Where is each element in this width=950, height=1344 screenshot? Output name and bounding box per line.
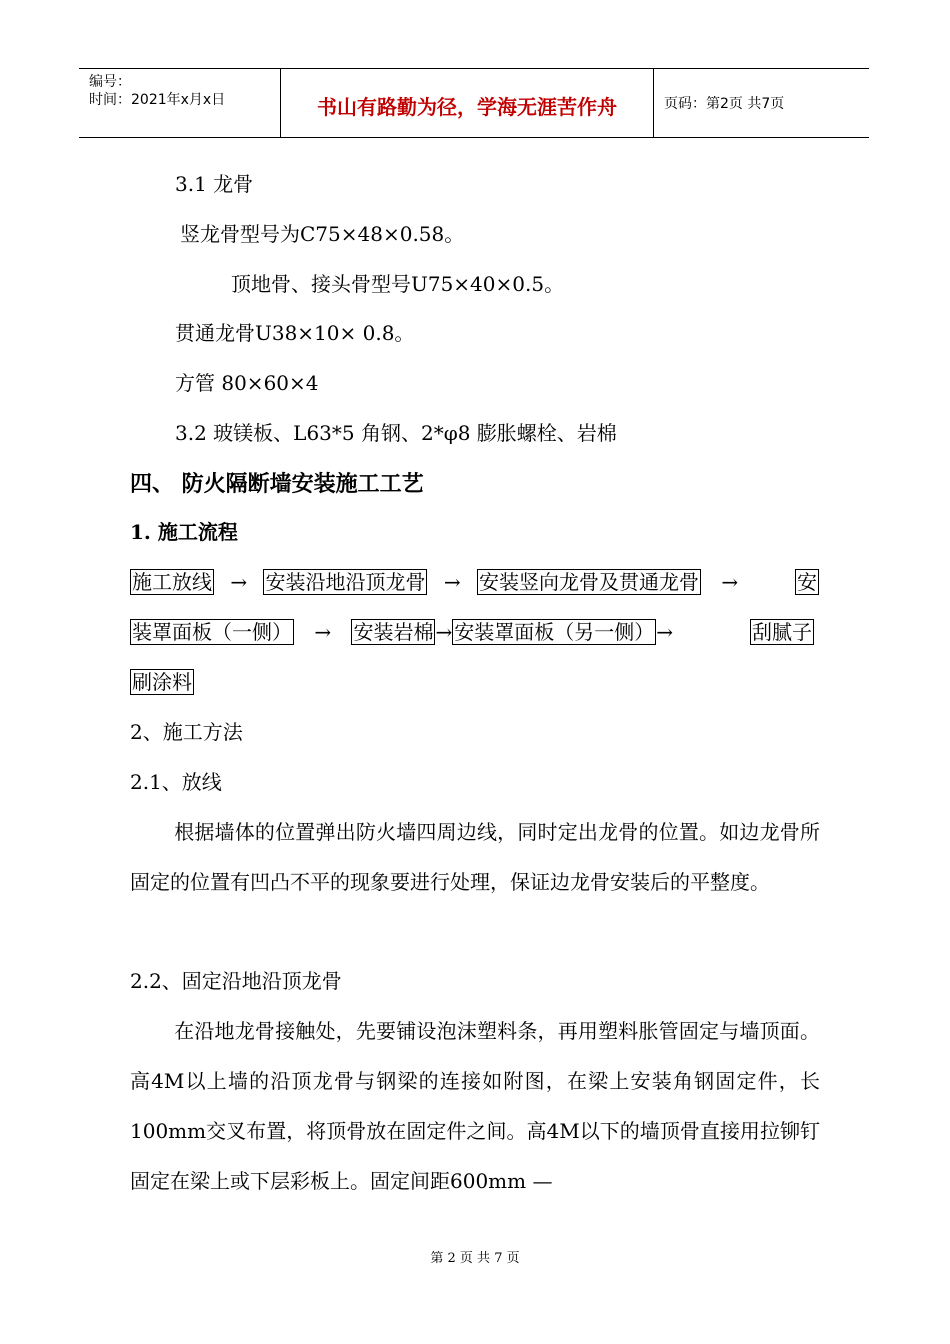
flow-step-paint: 刷涂料 [132,670,192,694]
paragraph-fix-keel-text: 在沿地龙骨接触处，先要铺设泡沫塑料条，再用塑料胀管固定与墙顶面。高4M以上墙的沿顶龙骨与钢梁的连接如附图，在梁上安装角钢固定件，长100mm交叉布置，将顶骨放在固定件之间。高4M以下的墙顶骨直接用拉铆钉固定在梁上或下层彩板上。固定间距600mm — [130,1019,820,1193]
flow-step-floor-ceiling-keel: 安装沿地沿顶龙骨 [265,570,426,594]
flow-step-putty-start [750,619,814,645]
flow-step-panel-start [795,569,819,595]
paragraph-layout [130,807,820,907]
vertical-keel-spec: 竖龙骨型号为C75×48×0.58。 [180,222,465,246]
arrow-icon: → [314,620,332,644]
square-tube-spec: 方管 80×60×4 [175,371,319,395]
arrow-icon: → [721,570,739,594]
section-heading: 四、 防火隔断墙安装施工工艺 [130,471,424,497]
time-label: 时间：2021年x月x日 [89,92,226,108]
subsection-fix-keel: 2.2、固定沿地沿顶龙骨 [130,969,342,993]
flow-step-panel-part1: 安 [797,570,817,594]
flow-heading: 1. 施工流程 [130,520,238,544]
flow-step-panel-part2: 装罩面板（一侧） [132,620,292,644]
keel-heading: 3.1 龙骨 [175,172,254,196]
motto: 书山有路勤为径，学海无涯苦作舟 [317,95,617,119]
paragraph-fix-keel [130,1006,820,1206]
page-header [79,68,869,138]
number-label: 编号： [89,74,131,90]
arrow-icon: → [230,570,248,594]
header-left-cell [79,69,281,137]
flow-step-rockwool: 安装岩棉 [353,620,434,644]
flow-step-vertical-keel: 安装竖向龙骨及贯通龙骨 [478,570,699,594]
page-info: 页码：第2页 共7页 [664,96,785,112]
arrow-icon: → [443,570,461,594]
subsection-layout: 2.1、放线 [130,770,222,794]
top-bottom-keel-spec: 顶地骨、接头骨型号U75×40×0.5。 [231,272,565,296]
flow-row-2 [130,619,673,645]
arrow-icon: → [435,620,453,644]
flow-row-3 [130,669,194,695]
flow-step-panel-other-side: 安装罩面板（另一侧） [454,620,655,644]
flow-row-1 [130,569,752,595]
header-center-cell [281,69,654,137]
through-keel-spec: 贯通龙骨U38×10× 0.8。 [175,321,415,345]
method-heading: 2、施工方法 [130,720,243,744]
page-footer: 第 2 页 共 7 页 [430,1251,520,1266]
paragraph-layout-text: 根据墙体的位置弹出防火墙四周边线，同时定出龙骨的位置。如边龙骨所固定的位置有凹凸不平的现象要进行处理，保证边龙骨安装后的平整度。 [130,820,820,894]
arrow-icon: → [656,620,674,644]
flow-step-putty: 刮腻子 [752,620,812,644]
flow-step-layout: 施工放线 [132,570,212,594]
materials-line: 3.2 玻镁板、L63*5 角钢、2*φ8 膨胀螺栓、岩棉 [175,421,617,445]
header-right-cell [654,69,869,137]
